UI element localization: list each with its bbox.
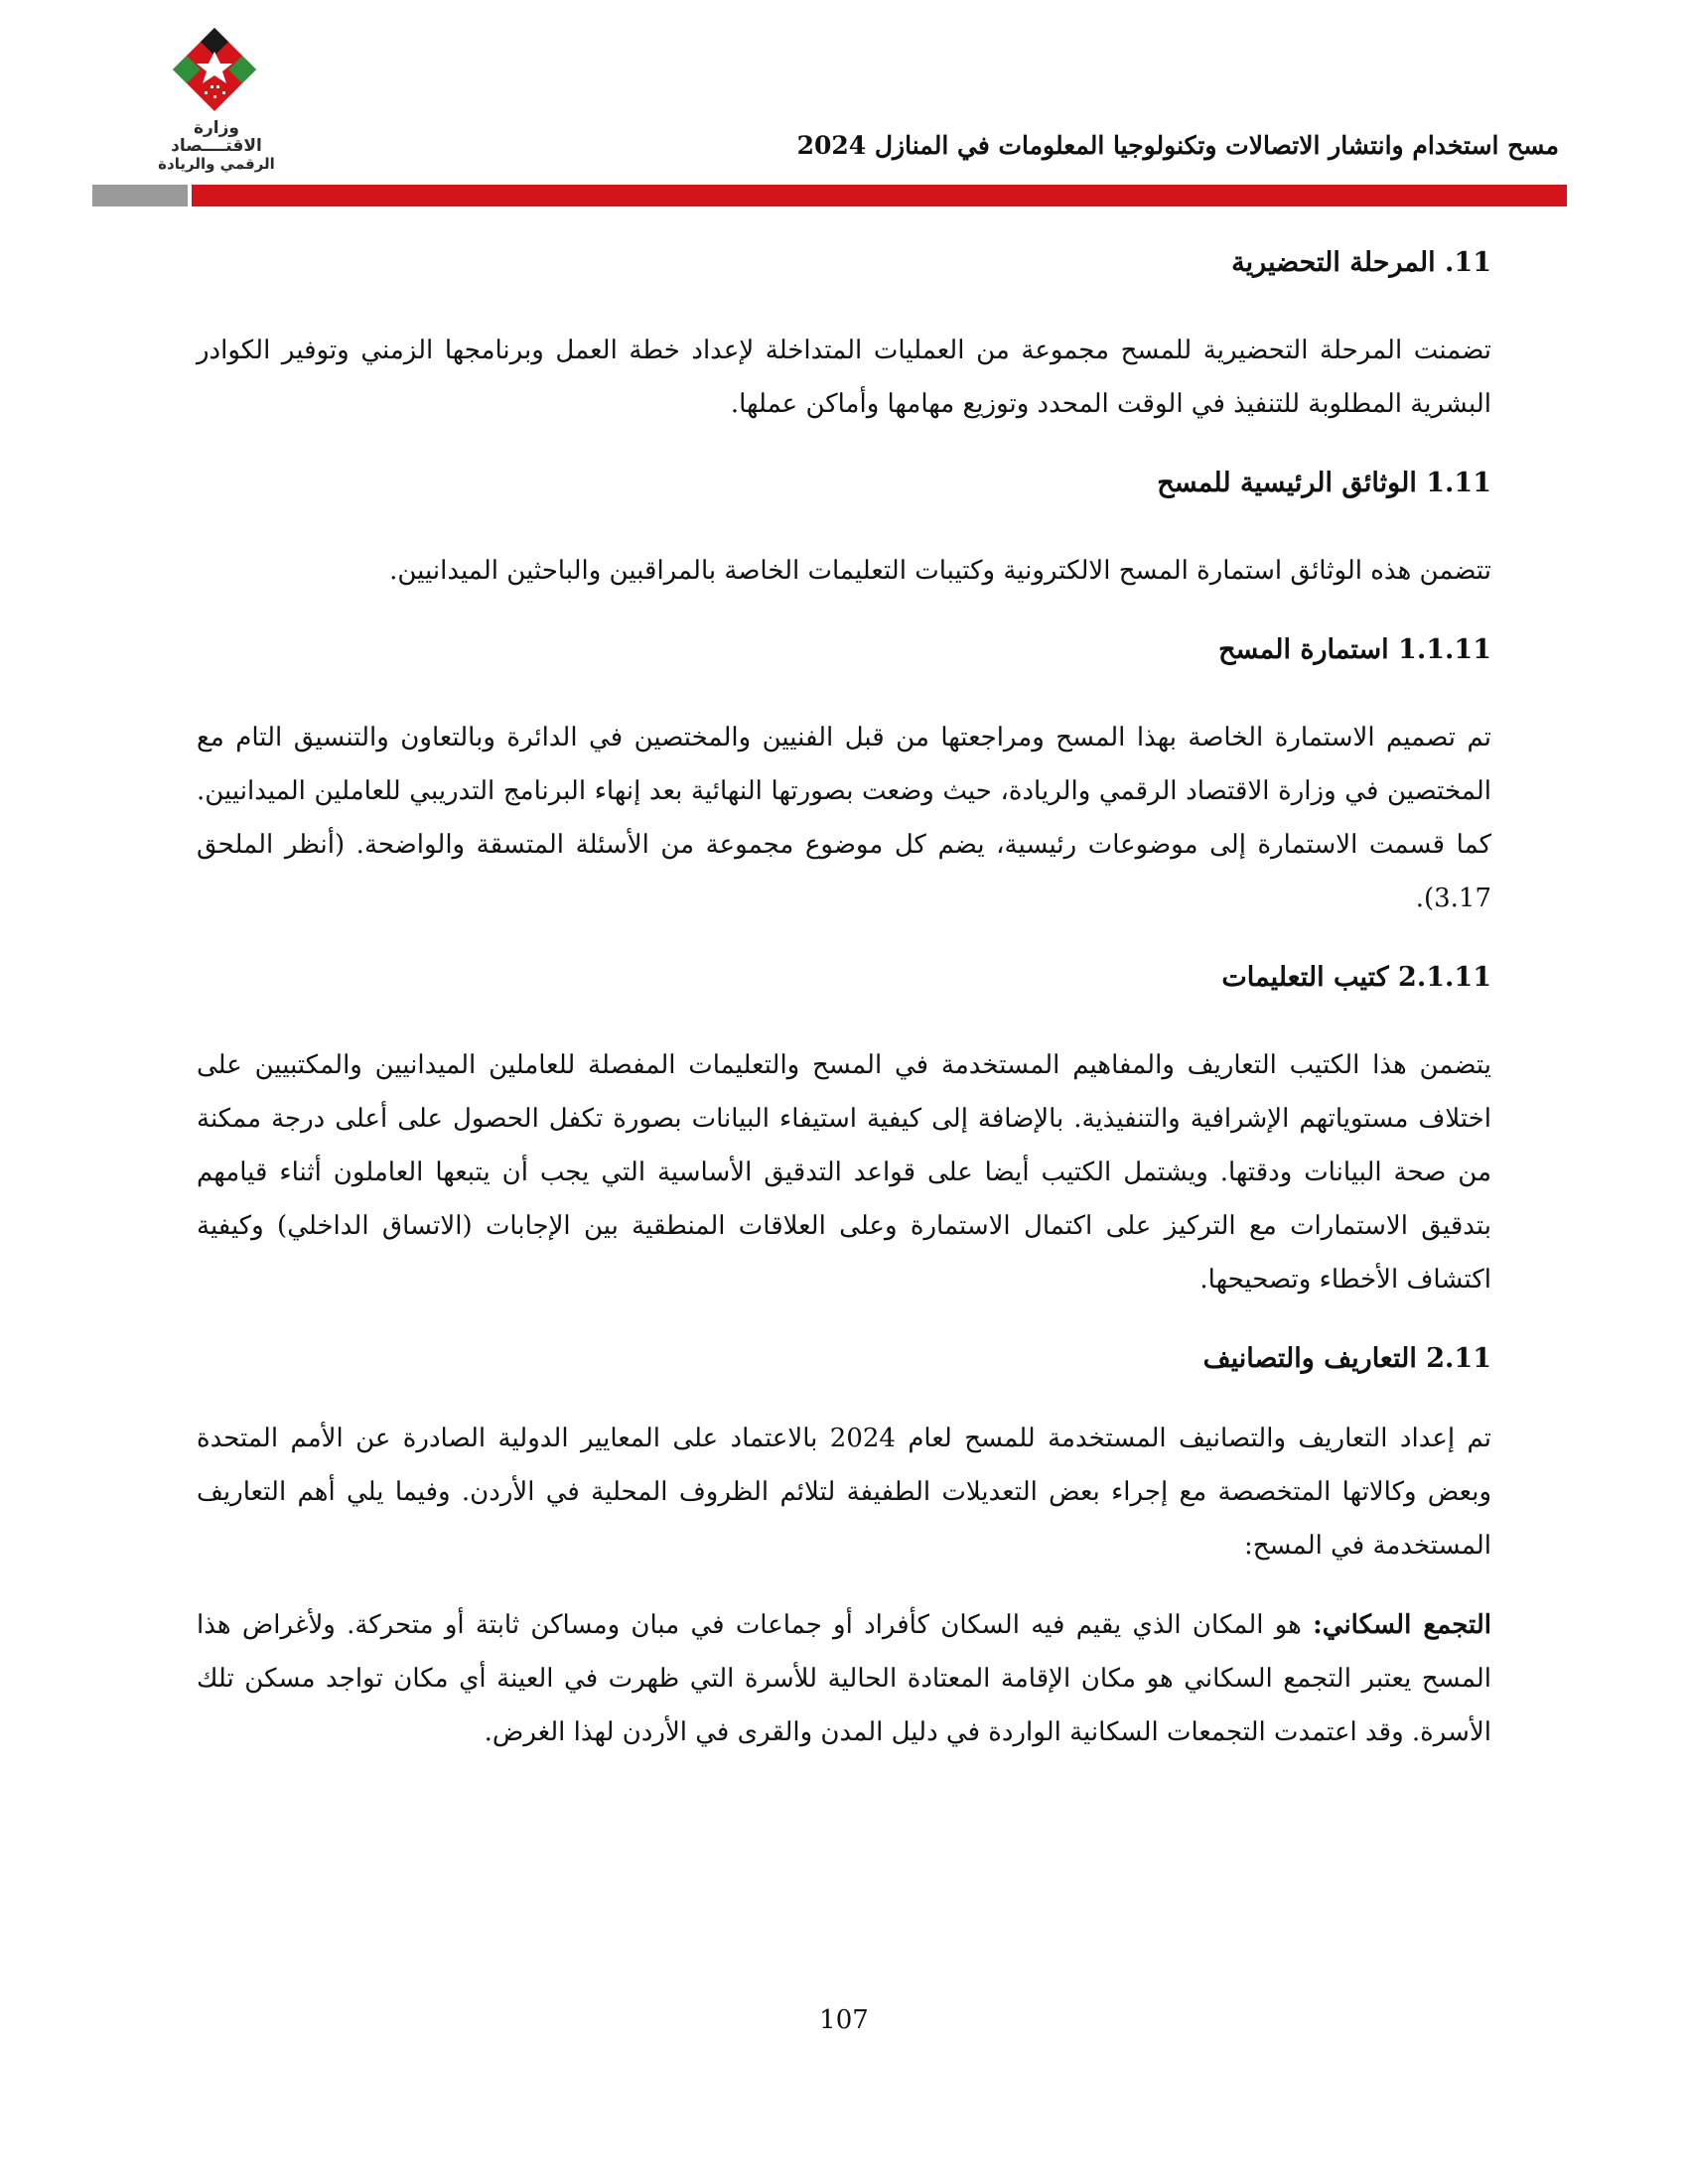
report-title: مسح استخدام وانتشار الاتصالات وتكنولوجيا المعلومات في المنازل 2024 — [796, 131, 1559, 160]
paragraph-definitions: تم إعداد التعاريف والتصانيف المستخدمة للمسح لعام 2024 بالاعتماد على المعايير الدولية الصادرة عن الأمم المتحدة وبعض وكالاتها المتخصصة مع إجراء بعض التعديلات الطفيفة لتلائم الظروف المحلية في الأردن. وفيما يلي أهم التعاريف المستخدمة في المسح: — [197, 1424, 1491, 1561]
logo-text-line1: وزارة الاقتــــصاد — [171, 118, 262, 156]
logo-emblem-icon — [167, 22, 262, 117]
paragraph-main-documents: تتضمن هذه الوثائق استمارة المسح الالكترونية وكتيبات التعليمات الخاصة بالمراقبين والباحثين الميدانيين. — [389, 556, 1491, 586]
page-content — [197, 236, 1491, 1759]
section-heading-preparatory-phase: 11. المرحلة التحضيرية — [1231, 247, 1491, 278]
definition-paragraph — [197, 1598, 1491, 1759]
definition-text: هو المكان الذي يقيم فيه السكان كأفراد أو جماعات في مبان ومساكن ثابتة أو متحركة. ولأغراض هذا المسح يعتبر التجمع السكاني هو مكان الإقامة المعتادة الحالية للأسرة التي ظهرت في العينة أي مكان تواجد مسكن تلك الأسرة. وقد اعتمدت التجمعات السكانية الواردة في دليل المدن والقرى في الأردن لهذا الغرض. — [197, 1610, 1491, 1747]
section-heading-instructions-manual: 2.1.11 كتيب التعليمات — [1221, 962, 1491, 993]
logo-text-line2: الرقمي والريادة — [158, 155, 275, 173]
section-heading-survey-form: 1.1.11 استمارة المسح — [1218, 634, 1491, 665]
section-heading-main-documents: 1.11 الوثائق الرئيسية للمسح — [1157, 468, 1491, 498]
header-red-bar — [192, 185, 1567, 206]
paragraph-instructions-manual: يتضمن هذا الكتيب التعاريف والمفاهيم المستخدمة في المسح والتعليمات المفصلة للعاملين الميدانيين والمكتبيين على اختلاف مستوياتهم الإشرافية والتنفيذية. بالإضافة إلى كيفية استيفاء البيانات بصورة تكفل الحصول على أعلى درجة ممكنة من صحة البيانات ودقتها. ويشتمل الكتيب أيضا على قواعد التدقيق الأساسية التي يجب أن يتبعها العاملون أثناء قيامهم بتدقيق الاستمارات مع التركيز على اكتمال الاستمارة وعلى العلاقات المنطقية بين الإجابات (الاتساق الداخلي) وكيفية اكتشاف الأخطاء وتصحيحها. — [197, 1050, 1491, 1295]
paragraph-survey-form: تم تصميم الاستمارة الخاصة بهذا المسح ومراجعتها من قبل الفنيين والمختصين في الدائرة وبالتعاون والتنسيق التام مع المختصين في وزارة الاقتصاد الرقمي والريادة، حيث وضعت بصورتها النهائية بعد إنهاء البرنامج التدريبي للعاملين الميدانيين. كما قسمت الاستمارة إلى موضوعات رئيسية، يضم كل موضوع مجموعة من الأسئلة المتسقة والواضحة. (أنظر الملحق 3.17). — [197, 723, 1491, 913]
definition-term: التجمع السكاني: — [1313, 1610, 1491, 1640]
page-number: 107 — [819, 2005, 869, 2035]
logo-text — [147, 119, 286, 173]
ministry-logo — [147, 22, 286, 173]
header-gray-bar — [92, 185, 188, 206]
section-heading-definitions: 2.11 التعاريف والتصانيف — [1202, 1343, 1491, 1374]
paragraph-preparatory-phase: تضمنت المرحلة التحضيرية للمسح مجموعة من العمليات المتداخلة لإعداد خطة العمل وبرنامجها الزمني وتوفير الكوادر البشرية المطلوبة للتنفيذ في الوقت المحدد وتوزيع مهامها وأماكن عملها. — [197, 336, 1491, 419]
